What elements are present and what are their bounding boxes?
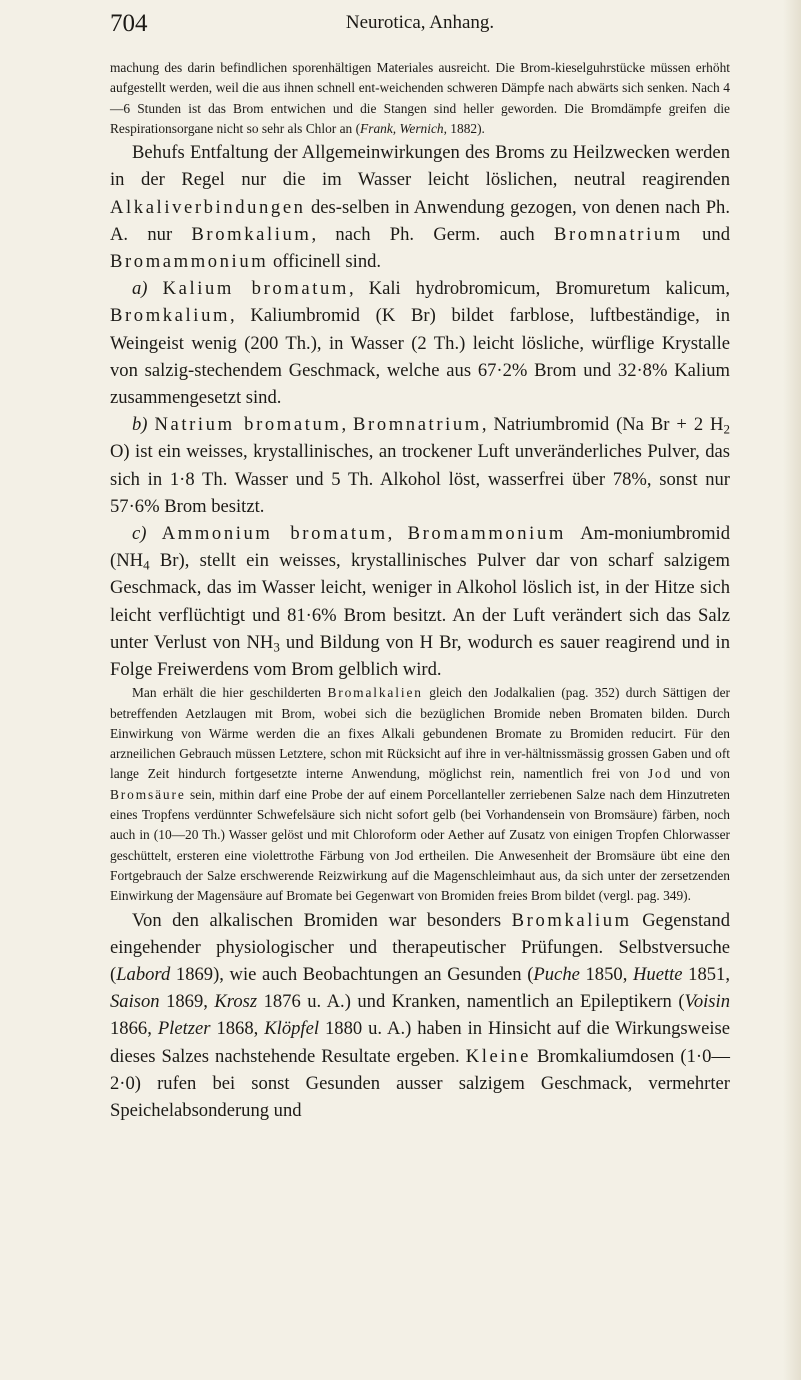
paragraph-studies: Von den alkalischen Bromiden war besonders Bromkalium Gegenstand eingehender physiologischer und therapeutischer Prüfungen. Selbstversuche (Labord 1869), wie auch Beobachtungen an Gesunden (Puche 1850, Huette 1851, Saison 1869, Krosz 1876 u. A.) und Kranken, namentlich an Epileptikern (Voisin 1866, Pletzer 1868, Klöpfel 1880 u. A.) haben in Hinsicht auf die Wirkungsweise dieses Salzes nachstehende Resultate ergeben. Kleine Bromkaliumdosen (1·0—2·0) rufen bei sonst Gesunden ausser salzigem Geschmack, vermehrter Speichelabsonderung und bbox=[110, 909, 731, 1121]
paragraph-kalium-bromatum: a) Kalium bromatum, Kali hydrobromicum, Bromuretum kalicum, Bromkalium, Kaliumbromid (K Br) bildet farblose, luftbeständige, in Weingeist wenig (200 Th.), in Wasser (2 Th.) leicht lösliche, würflige Krystalle von salzig-stechendem Geschmack, welche aus 67·2% Brom und 32·8% Kalium zusammengesetzt sind. bbox=[110, 278, 730, 409]
author-reference: Frank, Wernich bbox=[360, 120, 444, 136]
page-number: 704 bbox=[110, 10, 148, 37]
paragraph-alkali-compounds: Behufs Entfaltung der Allgemeinwirkungen des Broms zu Heilzwecken werden in der Regel nur die im Wasser leicht löslichen, neutral reagirenden Alkaliverbindungen des-selben in Anwendung gezogen, von denen nach Ph. A. nur Bromkalium, nach Ph. Germ. auch Bromnatrium und Bromammonium officinell sind. bbox=[110, 142, 730, 272]
running-title: Neurotica, Anhang. bbox=[345, 12, 495, 33]
list-label: a) bbox=[132, 278, 148, 300]
fumigation-note: machung des darin befindlichen sporenhältigen Materiales ausreicht. Die Brom-kieselguhrstücke müssen erhöht aufgestellt werden, weil die aus ihnen schnell ent-weichenden schweren Dämpfe nach abwärts sich senken. Nach 4—6 Stunden ist das Brom entwichen und die Stangen sind heller geworden. Die Bromdämpfe greifen die Respirationsorgane nicht so sehr als Chlor an (Frank, Wernich, 1882). bbox=[110, 60, 730, 136]
page-body bbox=[110, 58, 730, 1124]
preparation-note: Man erhält die hier geschilderten Bromalkalien gleich den Jodalkalien (pag. 352) durch Sättigen der betreffenden Aetzlaugen mit Brom, wobei sich die bezüglichen Bromide neben Bromaten bilden. Durch Einwirkung von Wärme werden die an fixes Alkali gebundenen Bromate zu Bromiden reducirt. Für den arzneilichen Gebrauch müssen Letztere, schon mit Rücksicht auf ihre in ver-hältnissmässig grossen Gaben und oft lange Zeit hindurch fortgesetzte interne Anwendung, möglichst rein, namentlich frei von Jod und von Bromsäure sein, mithin darf eine Probe der auf einem Porcellanteller zerriebenen Salze nach dem Hinzutreten eines Tropfens verdünnter Schwefelsäure sich nicht sofort gelb (bei Vorhandensein von Bromsäure) färben, noch auch in (10—20 Th.) Wasser gelöst und mit Chloroform oder Aether auf Zusatz von einigen Tropfen Chlorwasser geschüttelt, ersteren eine violettrothe Färbung von Jod ertheilen. Die Anwesenheit der Bromsäure übt eine den Fortgebrauch der Salze erschwerende Reizwirkung auf die Magenschleimhaut aus, da sich unter der zersetzenden Einwirkung der Magensäure auf Bromate bei Gegenwart von Bromiden freies Brom bildet (vergl. pag. 349). bbox=[110, 685, 731, 904]
list-label: b) bbox=[132, 414, 148, 436]
page-header bbox=[110, 10, 730, 44]
list-label: c) bbox=[132, 523, 147, 545]
paragraph-natrium-bromatum: b) Natrium bromatum, Bromnatrium, Natriumbromid (Na Br + 2 $H_2$ O) ist ein weisses, krystallinisches, an trockener Luft unveränderliches Pulver, das sich in 1·8 Th. Wasser und 5 Th. Alkohol löst, wasserfrei über 78%, sonst nur 57·6% Brom besitzt. bbox=[110, 414, 730, 517]
paragraph-ammonium-bromatum: c) Ammonium bromatum, Bromammonium Am-moniumbromid ($NH_4$ Br), stellt ein weisses, krystallinisches Pulver dar von scharf salzigem Geschmack, das im Wasser leicht, weniger in Alkohol löslich ist, in der Hitze sich leicht verflüchtigt und 81·6% Brom besitzt. An der Luft verändert sich das Salz unter Verlust von $NH_3$ und Bildung von H Br, wodurch es sauer reagirend und in Folge Freiwerdens vom Brom gelblich wird. bbox=[110, 523, 730, 681]
page-edge-shadow bbox=[783, 0, 801, 1380]
